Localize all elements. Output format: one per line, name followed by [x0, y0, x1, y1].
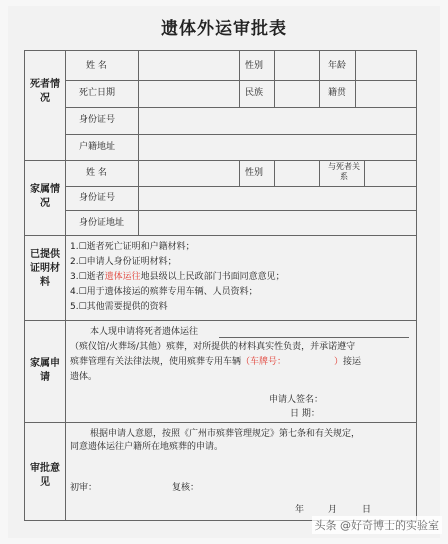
section-divider — [24, 235, 416, 236]
watermark: 头条 @好奇博士的实验室 — [312, 516, 443, 534]
approval-line: 同意遗体运往户籍所在地殡葬的申请。 — [70, 442, 224, 452]
label-deceased-gender: 性别 — [245, 61, 264, 71]
cell-divider — [319, 50, 320, 107]
application-date-label: 日 期： — [290, 409, 320, 419]
table-border-left — [24, 50, 25, 520]
label-hukou-address: 户籍地址 — [79, 142, 116, 152]
approval-year-label: 年 — [295, 505, 305, 515]
cell-divider — [138, 160, 139, 235]
plate-number-close: ） — [334, 357, 344, 367]
recheck-label: 复核： — [172, 483, 200, 493]
cell-divider — [355, 50, 356, 107]
section-divider — [24, 320, 416, 321]
cell-divider — [274, 160, 275, 186]
applicant-signature-label: 申请人签名： — [269, 395, 324, 405]
material-item — [70, 301, 168, 313]
section-label-materials: 已提供证明材料 — [30, 249, 60, 288]
material-item-text: 5.☐其他需要提供的资料 — [70, 302, 168, 312]
section-label-family: 家属情况 — [30, 184, 60, 209]
section-label-approval: 审批意见 — [30, 463, 60, 488]
approval-day-label: 日 — [362, 505, 372, 515]
material-item-highlight: 遗体运往 — [104, 272, 141, 282]
label-deceased-id: 身份证号 — [79, 115, 116, 125]
cell-divider — [239, 160, 240, 186]
material-item — [70, 286, 258, 298]
material-item-text: 地县级以上民政部门书面同意意见； — [140, 272, 285, 282]
material-item — [70, 241, 195, 253]
approval-line: 根据申请人意愿，按照《广州市殡葬管理规定》第七条和有关规定， — [90, 429, 361, 439]
cell-divider — [274, 50, 275, 107]
row-divider — [65, 80, 416, 81]
row-divider — [65, 134, 416, 135]
plate-number-label: （车牌号： — [241, 357, 287, 367]
row-divider — [65, 107, 416, 108]
cell-divider — [239, 50, 240, 107]
first-review-label: 初审： — [70, 483, 98, 493]
label-column-divider — [65, 50, 66, 520]
application-line: （殡仪馆/火葬场/其他）殡葬，对所提供的材料真实性负责，并承诺遵守 — [70, 342, 356, 352]
section-divider — [24, 422, 416, 423]
application-line: 遗体。 — [70, 372, 98, 382]
label-death-date: 死亡日期 — [79, 88, 116, 98]
material-item — [70, 271, 285, 283]
cell-divider — [364, 160, 365, 186]
application-text: 殡葬管理有关法律法规，使用殡葬专用车辆 — [70, 357, 242, 367]
material-item-text: 2.☐申请人身份证明材料； — [70, 257, 177, 267]
section-divider — [24, 160, 416, 161]
section-label-deceased: 死者情况 — [30, 79, 60, 104]
label-family-gender: 性别 — [245, 168, 264, 178]
destination-blank[interactable] — [219, 326, 409, 338]
label-family-id: 身份证号 — [79, 193, 116, 203]
application-line: 本人现申请将死者遗体运往 — [90, 327, 199, 337]
cell-divider — [138, 107, 139, 160]
section-label-application: 家属申请 — [30, 358, 60, 383]
cell-divider — [319, 160, 320, 186]
label-deceased-age: 年龄 — [328, 61, 347, 71]
material-item-text: 3.☐逝者 — [70, 272, 105, 282]
row-divider — [65, 186, 416, 187]
label-family-id-address: 身份证地址 — [79, 218, 125, 228]
label-deceased-name: 姓 名 — [86, 61, 107, 71]
table-border-right — [416, 50, 417, 521]
label-native-place: 籍贯 — [328, 88, 347, 98]
approval-month-label: 月 — [328, 505, 338, 515]
form-title: 遗体外运审批表 — [161, 19, 287, 39]
application-line — [70, 356, 361, 368]
material-item-text: 4.☐用于遗体接运的殡葬专用车辆、人员资料； — [70, 287, 258, 297]
label-family-name: 姓 名 — [86, 168, 107, 178]
application-text: 接运 — [343, 357, 362, 367]
material-item-text: 1.☐逝者死亡证明和户籍材料； — [70, 242, 195, 252]
cell-divider — [138, 50, 139, 107]
label-relation: 与死者关系 — [328, 162, 360, 181]
table-border-top — [24, 50, 416, 51]
label-ethnicity: 民族 — [245, 88, 264, 98]
row-divider — [65, 210, 416, 211]
material-item — [70, 256, 177, 268]
